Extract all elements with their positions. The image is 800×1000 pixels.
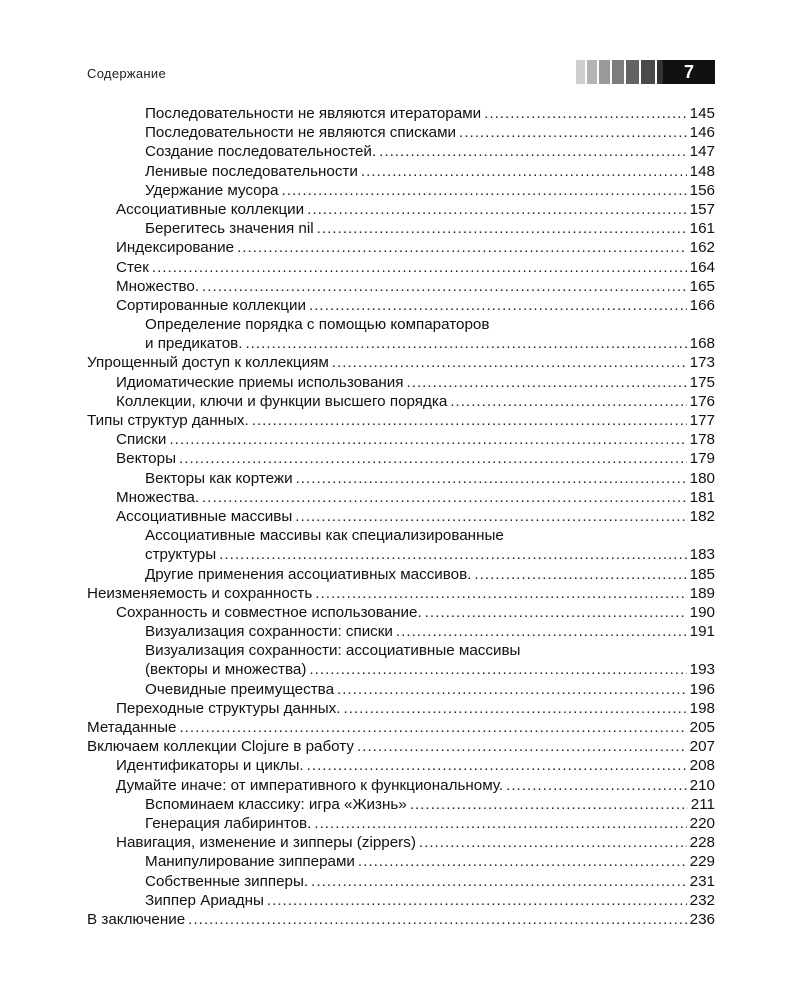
toc-entry-page: 185	[689, 565, 715, 583]
toc-entry-page: 210	[689, 776, 715, 794]
toc-entry[interactable]	[87, 488, 715, 507]
toc-entry[interactable]	[87, 641, 715, 679]
toc-entry-row	[116, 603, 715, 622]
toc-entry[interactable]	[87, 392, 715, 411]
toc-entry-title: Последовательности не являются списками	[145, 124, 457, 142]
toc-entry-row	[116, 238, 715, 257]
toc-entry-page: 220	[689, 814, 715, 832]
toc-entry-row	[116, 833, 715, 852]
decorative-bar	[587, 60, 597, 84]
toc-entry-page: 198	[689, 699, 715, 717]
toc-entry-row	[116, 392, 715, 411]
dot-leader	[396, 622, 687, 641]
toc-entry[interactable]	[87, 776, 715, 795]
toc-entry-title: Множество.	[116, 277, 200, 295]
toc-entry-page: 231	[689, 872, 715, 890]
toc-entry-title: Манипулирование зипперами	[145, 853, 355, 871]
toc-entry-title: Метаданные	[87, 719, 177, 737]
dot-leader	[296, 469, 687, 488]
dot-leader	[474, 565, 686, 584]
toc-entry[interactable]	[87, 699, 715, 718]
toc-entry-page: 180	[689, 469, 715, 487]
toc-entry-row	[116, 200, 715, 219]
toc-entry[interactable]	[87, 277, 715, 296]
dot-leader	[311, 872, 687, 891]
toc-entry[interactable]	[87, 833, 715, 852]
toc-entry-page: 162	[689, 239, 715, 257]
toc-entry-row	[116, 699, 715, 718]
dot-leader	[410, 795, 688, 814]
dot-leader	[506, 776, 687, 795]
dot-leader	[309, 660, 686, 679]
toc-entry[interactable]	[87, 718, 715, 737]
dot-leader	[309, 296, 687, 315]
toc-entry-page: 191	[689, 623, 715, 641]
toc-entry-row	[145, 872, 715, 891]
toc-entry-title: Списки	[116, 431, 167, 449]
toc-entry-page: 148	[689, 162, 715, 180]
toc-entry[interactable]	[87, 449, 715, 468]
dot-leader	[267, 891, 687, 910]
toc-entry-row	[145, 814, 715, 833]
toc-entry-page: 178	[689, 431, 715, 449]
toc-entry-title: Идиоматические приемы использования	[116, 373, 404, 391]
toc-entry-row	[145, 852, 715, 871]
toc-entry-page: 147	[689, 143, 715, 161]
toc-entry-page: 193	[689, 661, 715, 679]
toc-entry[interactable]	[87, 238, 715, 257]
toc-entry-title: Переходные структуры данных.	[116, 699, 341, 717]
dot-leader	[315, 584, 686, 603]
toc-entry-title: Берегитесь значения nil	[145, 220, 314, 238]
dot-leader	[332, 353, 687, 372]
dot-leader	[307, 200, 687, 219]
toc-entry-page: 205	[689, 719, 715, 737]
toc-entry-row	[116, 507, 715, 526]
toc-entry[interactable]	[87, 411, 715, 430]
toc-entry[interactable]	[87, 756, 715, 775]
toc-entry-row	[145, 123, 715, 142]
dot-leader	[282, 181, 687, 200]
toc-entry-row	[145, 219, 715, 238]
toc-entry-title: Вспоминаем классику: игра «Жизнь»	[145, 795, 407, 813]
dot-leader	[419, 833, 687, 852]
toc-entry-title: Неизменяемость и сохранность	[87, 584, 313, 602]
toc-entry-title: Очевидные преимущества	[145, 680, 335, 698]
decorative-bar	[576, 60, 585, 84]
toc-entry[interactable]	[87, 603, 715, 622]
toc-entry-title: Навигация, изменение и зипперы (zippers)	[116, 834, 416, 852]
toc-entry-title: Упрощенный доступ к коллекциям	[87, 354, 329, 372]
toc-entry[interactable]	[87, 565, 715, 584]
dot-leader	[188, 910, 686, 929]
toc-entry-title-line: Ассоциативные массивы как специализированные	[145, 527, 504, 545]
toc-entry[interactable]	[87, 469, 715, 488]
toc-entry-row	[145, 795, 715, 814]
toc-entry-row	[145, 334, 715, 353]
toc-entry-title: Ассоциативные массивы	[116, 507, 293, 525]
toc-entry-title: Ленивые последовательности	[145, 162, 358, 180]
toc-entry-page: 232	[689, 891, 715, 909]
toc-entry-page: 157	[689, 200, 715, 218]
toc-entry-title: Создание последовательностей.	[145, 143, 377, 161]
dot-leader	[361, 162, 687, 181]
dot-leader	[317, 219, 687, 238]
toc-entry[interactable]	[87, 104, 715, 123]
toc-entry-page: 196	[689, 680, 715, 698]
toc-entry-page: 183	[689, 546, 715, 564]
toc-entry-row	[87, 737, 715, 756]
toc-entry[interactable]	[87, 181, 715, 200]
toc-entry-row	[116, 776, 715, 795]
toc-entry-row	[145, 680, 715, 699]
toc-entry-row	[145, 891, 715, 910]
toc-entry-page: 179	[689, 450, 715, 468]
dot-leader	[314, 814, 686, 833]
toc-entry-title: Стек	[116, 258, 149, 276]
dot-leader	[202, 488, 687, 507]
toc-entry-page: 189	[689, 584, 715, 602]
toc-entry-title: В заключение	[87, 910, 186, 928]
toc-entry-title-line: Определение порядка с помощью компараторов	[145, 316, 490, 334]
toc-entry[interactable]	[87, 219, 715, 238]
decorative-bar	[641, 60, 655, 84]
toc-entry-page: 236	[689, 910, 715, 928]
toc-entry[interactable]	[87, 622, 715, 641]
toc-entry-title: Векторы	[116, 450, 176, 468]
toc-entry-title: Множества.	[116, 488, 200, 506]
dot-leader	[179, 718, 686, 737]
toc-entry-row	[145, 565, 715, 584]
toc-entry-page: 156	[689, 181, 715, 199]
toc-entry-page: 228	[689, 834, 715, 852]
toc-entry-title: Другие применения ассоциативных массивов.	[145, 565, 472, 583]
toc-entry-page: 173	[689, 354, 715, 372]
toc-entry-page: 176	[689, 392, 715, 410]
dot-leader	[358, 852, 687, 871]
table-of-contents	[87, 104, 715, 929]
toc-entry-title: (векторы и множества)	[145, 661, 307, 679]
toc-entry[interactable]	[87, 852, 715, 871]
toc-entry-row	[116, 430, 715, 449]
toc-entry[interactable]	[87, 507, 715, 526]
toc-entry[interactable]	[87, 737, 715, 756]
toc-entry-page: 208	[689, 757, 715, 775]
toc-entry[interactable]	[87, 258, 715, 277]
toc-entry-title: Зиппер Ариадны	[145, 891, 264, 909]
toc-entry-row	[116, 449, 715, 468]
dot-leader	[202, 277, 687, 296]
toc-entry[interactable]	[87, 200, 715, 219]
toc-entry-row	[145, 142, 715, 161]
toc-entry[interactable]	[87, 891, 715, 910]
page-header	[87, 60, 715, 84]
toc-entry-row	[145, 104, 715, 123]
toc-entry[interactable]	[87, 123, 715, 142]
toc-entry-page: 177	[689, 412, 715, 430]
toc-entry-row	[87, 353, 715, 372]
toc-entry-row	[116, 756, 715, 775]
dot-leader	[245, 334, 686, 353]
decorative-bar	[612, 60, 624, 84]
toc-entry[interactable]	[87, 872, 715, 891]
toc-entry[interactable]	[87, 795, 715, 814]
toc-entry-title: Векторы как кортежи	[145, 469, 293, 487]
dot-leader	[307, 756, 687, 775]
toc-entry[interactable]	[87, 910, 715, 929]
toc-entry-row	[87, 584, 715, 603]
toc-entry-title: Коллекции, ключи и функции высшего порядка	[116, 392, 448, 410]
toc-entry-row	[87, 411, 715, 430]
toc-entry-page: 166	[689, 296, 715, 314]
toc-entry-title: структуры	[145, 546, 217, 564]
toc-entry[interactable]	[87, 430, 715, 449]
toc-entry-title-line: Визуализация сохранности: ассоциативные массивы	[145, 642, 521, 660]
toc-entry-page: 146	[689, 124, 715, 142]
page-number: 7	[663, 60, 715, 84]
toc-entry-title: Включаем коллекции Clojure в работу	[87, 738, 355, 756]
toc-entry[interactable]	[87, 296, 715, 315]
dot-leader	[459, 123, 687, 142]
dot-leader	[379, 142, 687, 161]
toc-entry-row	[87, 718, 715, 737]
toc-entry-title: Удержание мусора	[145, 181, 279, 199]
dot-leader	[407, 373, 687, 392]
dot-leader	[219, 545, 687, 564]
dot-leader	[343, 699, 686, 718]
toc-entry-page: 164	[689, 258, 715, 276]
toc-entry-title: Типы структур данных.	[87, 412, 249, 430]
toc-entry-title: Собственные зипперы.	[145, 872, 309, 890]
dot-leader	[295, 507, 686, 526]
dot-leader	[237, 238, 687, 257]
dot-leader	[252, 411, 687, 430]
toc-entry-title: Думайте иначе: от императивного к функциональному.	[116, 776, 504, 794]
dot-leader	[425, 603, 687, 622]
toc-entry[interactable]	[87, 142, 715, 161]
toc-entry-title: Идентификаторы и циклы.	[116, 757, 304, 775]
toc-entry-page: 207	[689, 738, 715, 756]
toc-entry-row	[145, 162, 715, 181]
toc-entry-title: Последовательности не являются итераторами	[145, 105, 482, 122]
toc-entry-title: и предикатов.	[145, 335, 243, 353]
toc-entry-page: 190	[689, 603, 715, 621]
toc-entry-page: 181	[689, 488, 715, 506]
toc-entry-title: Индексирование	[116, 239, 235, 257]
toc-entry-page: 161	[689, 220, 715, 238]
toc-entry-row	[145, 469, 715, 488]
toc-entry-page: 229	[689, 853, 715, 871]
toc-entry[interactable]	[87, 315, 715, 353]
toc-entry-row	[116, 373, 715, 392]
toc-entry-row	[145, 181, 715, 200]
toc-entry-row	[145, 660, 715, 679]
dot-leader	[179, 449, 687, 468]
toc-entry-page: 168	[689, 335, 715, 353]
toc-entry-row	[116, 277, 715, 296]
toc-entry-title: Визуализация сохранности: списки	[145, 623, 393, 641]
toc-entry-page: 165	[689, 277, 715, 295]
toc-entry-page: 145	[689, 105, 715, 122]
toc-entry-title: Генерация лабиринтов.	[145, 814, 312, 832]
toc-entry-page: 182	[689, 507, 715, 525]
toc-entry[interactable]	[87, 162, 715, 181]
toc-entry-row	[145, 622, 715, 641]
toc-entry-row	[116, 258, 715, 277]
dot-leader	[450, 392, 686, 411]
toc-entry-row	[87, 910, 715, 929]
toc-entry[interactable]	[87, 680, 715, 699]
toc-entry-title: Сортированные коллекции	[116, 296, 306, 314]
decorative-bars	[576, 60, 674, 84]
toc-entry[interactable]	[87, 814, 715, 833]
toc-entry[interactable]	[87, 373, 715, 392]
toc-entry-title: Сохранность и совместное использование.	[116, 603, 422, 621]
toc-entry-row	[116, 488, 715, 507]
decorative-bar	[626, 60, 639, 84]
toc-entry[interactable]	[87, 353, 715, 372]
toc-entry-row	[145, 545, 715, 564]
dot-leader	[484, 104, 687, 123]
section-title: Содержание	[87, 66, 166, 81]
toc-entry[interactable]	[87, 526, 715, 564]
toc-entry-row	[116, 296, 715, 315]
dot-leader	[169, 430, 686, 449]
toc-entry-title: Ассоциативные коллекции	[116, 200, 305, 218]
decorative-bar	[599, 60, 610, 84]
toc-entry[interactable]	[87, 584, 715, 603]
toc-entry-page: 175	[689, 373, 715, 391]
dot-leader	[337, 680, 687, 699]
dot-leader	[357, 737, 687, 756]
dot-leader	[152, 258, 687, 277]
toc-entry-page: 211	[690, 795, 715, 813]
